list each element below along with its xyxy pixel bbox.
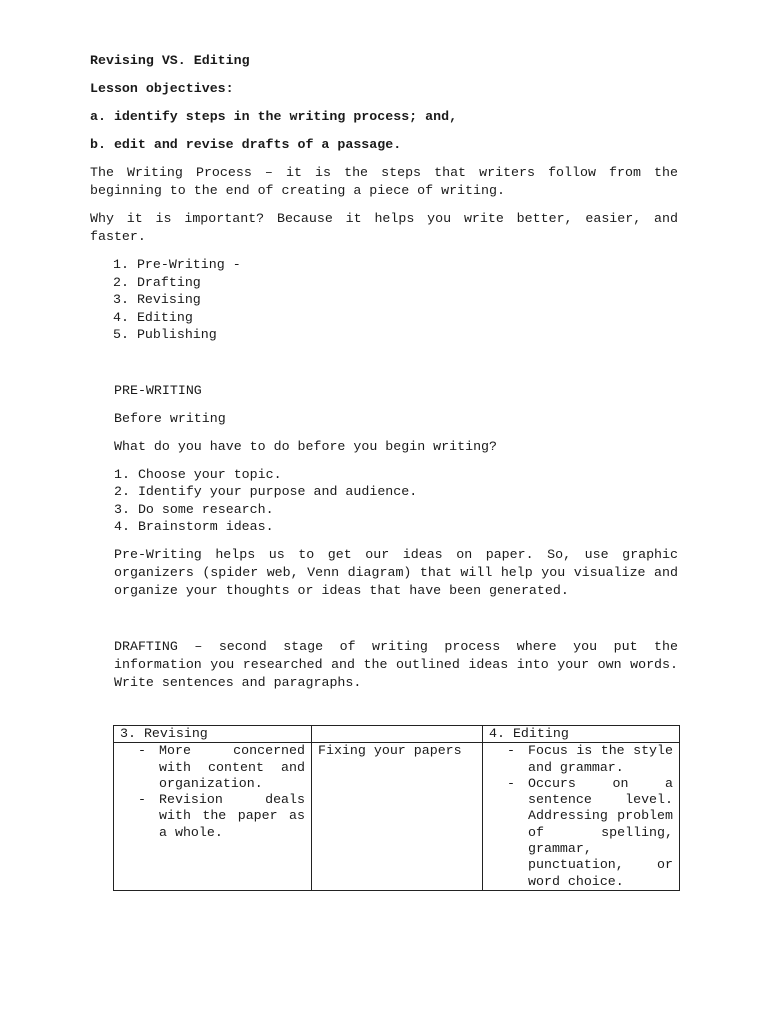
document-title: Revising VS. Editing (90, 53, 250, 68)
editing-cell (483, 743, 680, 891)
bullet-dash: - (138, 743, 146, 759)
bullet-dash: - (138, 792, 146, 808)
bullet-dash: - (507, 775, 515, 791)
list-item: 2. Identify your purpose and audience. (114, 484, 418, 499)
prewriting-paragraph: Pre-Writing helps us to get our ideas on paper. So, use graphic organizers (spider web, Venn diagram) that will help you visualize and organize your thoughts or ideas that have been generated. (114, 546, 678, 598)
bullet-dash: - (507, 743, 515, 759)
objectives-heading: Lesson objectives: (90, 81, 234, 96)
list-item: 3. Revising (113, 292, 201, 307)
prewriting-tasks-list (114, 466, 678, 536)
writing-steps-list (113, 256, 678, 344)
middle-cell: Fixing your papers (312, 743, 483, 891)
revising-editing-table (113, 725, 680, 891)
list-item: 4. Editing (113, 309, 193, 325)
drafting-paragraph: DRAFTING – second stage of writing process where you put the information you researched and the outlined ideas into your own words. Write sentences and paragraphs. (114, 638, 678, 690)
editing-header: 4. Editing (483, 726, 680, 743)
prewriting-question: What do you have to do before you begin writing? (114, 438, 498, 454)
list-item: 1. Pre-Writing - (113, 257, 241, 272)
revising-list (114, 743, 305, 841)
objective-a: a. identify steps in the writing process; and, (90, 109, 458, 124)
middle-header (312, 726, 483, 743)
editing-list (483, 743, 673, 890)
list-item: 3. Do some research. (114, 501, 274, 517)
writing-process-definition: The Writing Process – it is the steps that writers follow from the beginning to the end of creating a piece of writing. (90, 165, 678, 198)
why-important-paragraph: Why it is important? Because it helps you write better, easier, and faster. (90, 211, 678, 244)
list-item: 2. Drafting (113, 274, 201, 290)
revising-cell (114, 743, 312, 891)
document-body (90, 52, 678, 692)
table-row (114, 743, 680, 891)
prewriting-subheading: Before writing (114, 410, 226, 426)
objective-b: b. edit and revise drafts of a passage. (90, 137, 402, 152)
list-item: - Revision deals with the paper as a whole. (138, 792, 305, 840)
prewriting-section (114, 382, 678, 600)
list-item: - Focus is the style and grammar. (507, 743, 673, 775)
list-item: 5. Publishing (113, 327, 217, 342)
list-item: - More concerned with content and organization. (138, 743, 305, 791)
drafting-section (114, 638, 678, 692)
list-item: 4. Brainstorm ideas. (114, 519, 274, 534)
prewriting-heading: PRE-WRITING (114, 382, 202, 398)
table-row (114, 726, 680, 743)
list-item: 1. Choose your topic. (114, 466, 282, 482)
list-item: - Occurs on a sentence level. Addressing problem of spelling, grammar, punctuation, or word choice. (507, 775, 673, 889)
revising-header: 3. Revising (114, 726, 312, 743)
